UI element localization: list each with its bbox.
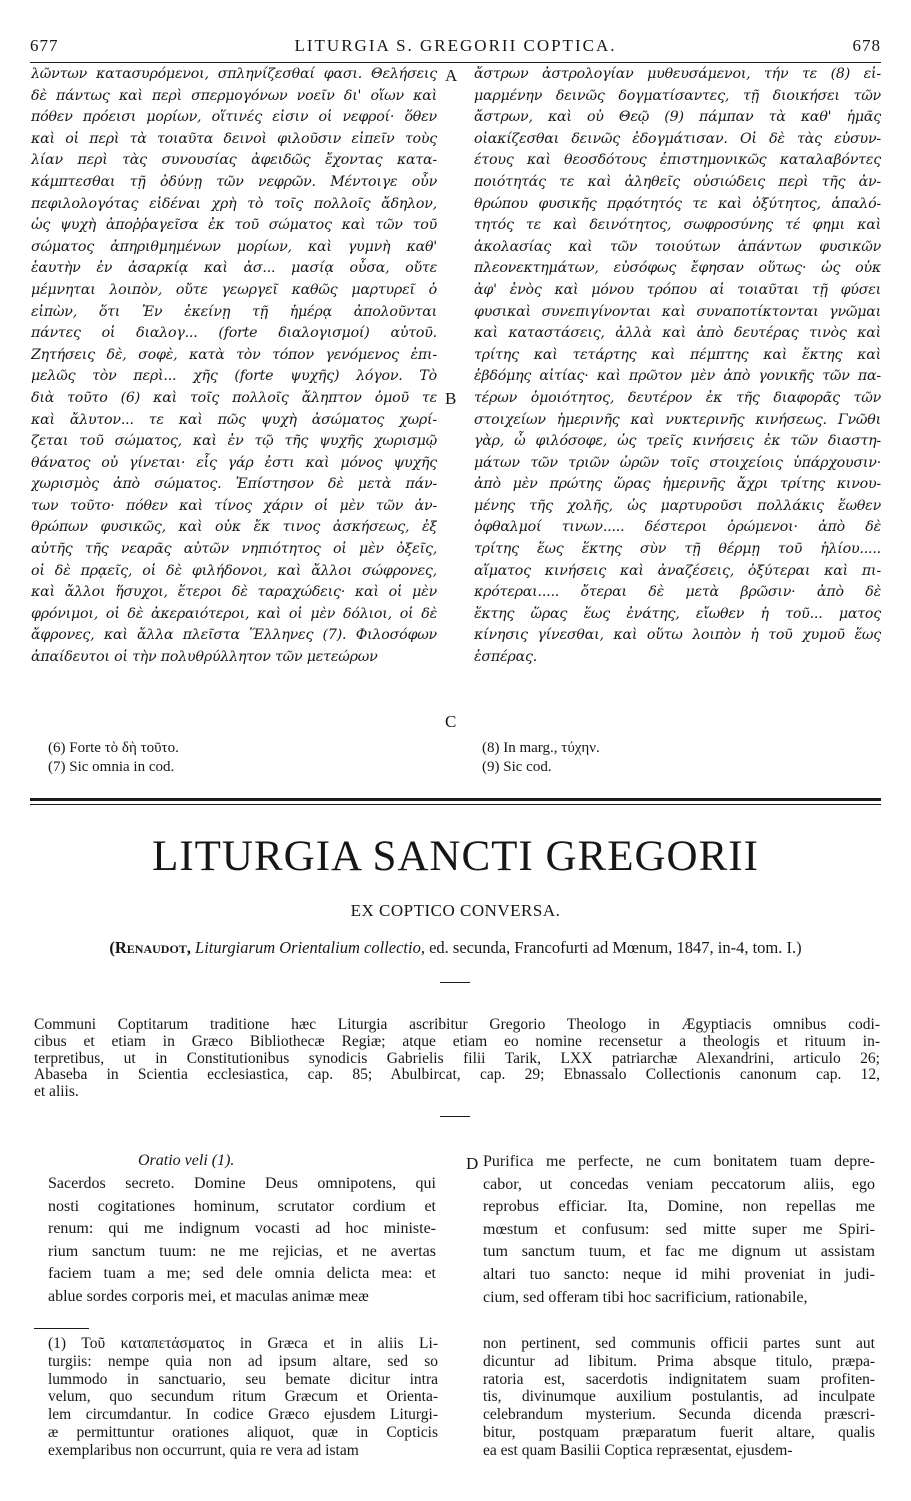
greek-line: έτους καὶ θεοσδότους ἐπιστημονικῶς καταλαβόντες [474,152,881,169]
greek-column-left [31,64,437,669]
footnote-8: (8) In marg., τύχην. [482,740,600,756]
citation-rest: , ed. secunda, Francofurti ad Mœnum, 1847, in-4, tom. I.) [420,938,802,957]
greek-line: ποιότητάς τε καὶ ἀληθεῖς οὐσιώδεις περὶ τῆς ἀν- [474,173,881,190]
latin-line: cabor, ut concedas veniam peccatorum aliis, ego [483,1175,875,1193]
intro-paragraph [34,1017,880,1101]
greek-line: θάνατος οὐ γίνεται· εἷς γάρ ἐστι καὶ μόνος ψυχῆς [31,454,437,471]
section-rule-thin [30,804,881,805]
greek-line: φυσικαὶ συνεπιγίνονται καὶ συναποτίκτονται γνῶμαι [474,303,881,320]
greek-line: καὶ οἱ περὶ τὰ τοιαῦτα δεινοὶ φιλοῦσιν εἰπεῖν τοὺς [31,130,437,147]
greek-line: κρότεραι..... ὄτεραι δὲ μετὰ βρῶσιν· ἀπὸ δὲ [474,584,881,601]
greek-line: μέμνηται λοιπὸν, οὔτε γεωργεῖ καθῶς μαρτυρεῖ ὁ [31,281,437,298]
greek-line: θρώπου φυσικῆς πρᾳότητός τε καὶ ὀξύτητος, ἁπαλό- [474,195,881,212]
greek-line: ὡς ψυχὴ ἀποῤῥαγεῖσα ἐκ τοῦ σώματος καὶ τῶν τοῦ [31,217,437,234]
latin-line: nosti cogitationes hominum, scrutator cordium et [48,1197,436,1215]
greek-line: ἑσπέρας. [474,649,538,666]
margin-marker-d: D [466,1154,479,1173]
section-subtitle: EX COPTICO CONVERSA. [350,901,561,920]
intro-line: Abaseba in Scientia ecclesiastica, cap. 85; Abulbircat, cap. 29; Ebnassalo Collectionis canonum cap. 12, [34,1066,880,1084]
greek-line: μαρμένην δεινῶς δογματίσαντες, τῇ διοικήσει τῶν [474,87,881,104]
greek-line: οἱ δὲ πρᾳεῖς, οἱ δὲ φιλήδονοι, καὶ ἄλλοι σώφρονες, [31,562,437,579]
title-short-rule [440,982,470,983]
greek-line: μένης τῆς χολῆς, ὡς μαρτυροῦσι πολλάκις ἕωθεν [474,497,881,514]
greek-line: εἰπὼν, ὅτι Ἐν ἐκείνῃ τῇ ἡμέρᾳ ἀπολοῦνται [31,303,437,320]
greek-line: καὶ καταστάσεις, ἀλλὰ καὶ ἀπὸ δευτέρας τινὸς καὶ [474,325,881,342]
greek-line: στοιχείων ἡμερινῆς καὶ νυκτερινῆς κινήσεως. Γνῶθι [474,411,881,428]
margin-marker-b: B [445,389,457,408]
latin-line: mœstum et confusum: sed mitte super me Spiri- [483,1220,875,1238]
footnote-1-left [48,1335,438,1460]
intro-short-rule [440,1116,470,1117]
greek-line: χωρισμὸς ἀπὸ σώματος. Ἐπίστησον δὲ μετὰ πάν- [31,476,437,493]
greek-line: τρίτης ἕως ἕκτης σὺν τῇ θέρμῃ τοῦ ἡλίου..... [474,541,881,558]
citation-work: Liturgiarum Orientalium collectio [195,938,421,957]
greek-line: ἑαυτὴν ἐν ἀσαρκίᾳ καὶ ἀσ... μασίᾳ οὖσα, οὔτε [31,260,437,277]
greek-line: αἵματος κινήσεις καὶ ἀναζέσεις, ὀξύτεραι καὶ πι- [474,562,881,579]
footnotes-greek-left [48,739,428,777]
footnote-line: lem circumdantur. In codice Græco ejusdem Liturgi- [48,1406,438,1424]
footnote-line: velum, quo secundum ritum Græcum et Orienta- [48,1388,438,1406]
footnote-line: ea est quam Basilii Coptica repræsentat, ejusdem- [483,1441,793,1459]
citation-author: (Renaudot, [109,938,191,957]
section-rule-thick [30,798,881,801]
greek-line: ἀπαίδευτοι οἱ τὴν πολυθρύλλητον τῶν μετεώρων [31,649,378,666]
source-citation [22,938,889,958]
greek-line: ἀπὸ μὲν πρώτης ὥρας ἡμερινῆς ἄχρι τρίτης κινου- [474,476,881,493]
greek-line: οἰακίζεσθαι δεινῶς ἐδογμάτισαν. Οἱ δὲ τὰς εὐσυν- [474,130,881,147]
greek-line: Ζητήσεις δὲ, σοφὲ, κατὰ τὸν τόπον γενόμενος ἐπι- [31,346,437,363]
greek-line: γὰρ, ὦ φιλόσοφε, ὡς τρεῖς κινήσεις ἐκ τῶν διαστη- [474,433,881,450]
greek-line: πόθεν πρόεισι μορίων, οἵτινές εἰσιν οἱ νεφροί· ὅθεν [31,109,437,126]
footnote-line: lummodo in sanctuario, seu bemate dicitur intra [48,1370,438,1388]
footnote-9: (9) Sic cod. [482,759,552,775]
latin-line: Sacerdos secreto. Domine Deus omnipotens, qui [48,1175,436,1192]
footnote-line: tis, divinumque auxilium postulantis, ad inculpate [483,1388,875,1406]
footnotes-greek-right [482,739,862,777]
footnote-line: celebrandum mysterium. Secunda dicenda præscri- [483,1406,875,1424]
latin-column-left [48,1150,436,1173]
footnote-line: æ permittuntur orationes aliquot, quæ in Copticis [48,1423,438,1441]
footnote-7: (7) Sic omnia in cod. [48,759,175,775]
greek-line: λῶντων κατασυρόμενοι, σπληνίζεσθαί φασι. Θελήσεις [31,66,437,82]
greek-line: ζεται τοῦ σώματος, καὶ ἐν τῷ τῆς ψυχῆς χωρισμῷ [31,433,437,450]
page-number-right: 678 [852,36,881,55]
greek-line: ἑβδόμης αἰτίας· καὶ πρῶτον μὲν ἀπὸ γονικῆς τῶν πα- [474,368,881,385]
intro-line: Communi Coptitarum traditione hæc Liturgia ascribitur Gregorio Theologo in Ægyptiacis omnibus codi- [34,1016,880,1033]
page-number-left: 677 [30,36,59,55]
footnote-line: bitur, postquam præparatum fuerit altare, qualis [483,1423,875,1441]
latin-line: tum sanctum tuum, et fac me dignum ut assistam [483,1243,875,1261]
latin-line: Purifica me perfecte, ne cum bonitatem tuam depre- [483,1153,875,1170]
greek-line: ἀφ' ἑνὸς καὶ μόνου τρόπου αἱ τοιαῦται τῇ φύσει [474,281,881,298]
greek-line: ἕκτης ὥρας ἕως ἐνάτης, εἴωθεν ἡ τοῦ... ματος [474,605,881,622]
latin-text-right [483,1151,875,1309]
greek-line: κάμπτεσθαι τῇ ὀδύνῃ τῶν νεφρῶν. Μέντοιγε οὖν [31,173,437,190]
greek-line: πλεονεκτημάτων, εὐσόφως ἔφησαν οὕτως· ὡς οὐκ [474,260,881,277]
footnote-line: turgiis: nempe quia non ad ipsum altare, sed so [48,1352,438,1370]
greek-line: των τοῦτο· πόθεν καὶ τίνος χάριν οἱ μὲν τῶν ἀν- [31,497,437,514]
intro-line: terpretibus, ut in Constitutionibus synodicis Gabrielis filii Tarik, LXX patriarchæ Alexandrini, articulo 26; [34,1049,880,1067]
latin-line: renum: qui me indignum vocasti ad hoc ministe- [48,1220,436,1238]
greek-line: λίαν περὶ τὰς συνουσίας ἀφειδῶς ἔχοντας κατα- [31,152,437,169]
header-rule [30,62,881,63]
greek-line: καὶ ἄλλοι ἥσυχοι, ἕτεροι δὲ ταραχώδεις· καὶ οἱ μὲν [31,584,437,601]
margin-marker-a: A [445,66,458,85]
latin-line: reprobus efficiar. Ita, Domine, non repellas me [483,1198,875,1216]
footnote-line: (1) Τοῦ καταπετάσματος in Græca et in aliis Li- [48,1335,438,1352]
greek-line: φρόνιμοι, οἱ δὲ ἀκεραιότεροι, καὶ οἱ μὲν δόλιοι, οἱ δὲ [31,605,437,622]
footnote-line: ratoria est, sacerdotis indignitatem suam profiten- [483,1370,875,1388]
section-title: LITURGIA SANCTI GREGORII [152,833,759,880]
footnote-rule [34,1328,89,1329]
latin-text-left [48,1173,436,1309]
greek-line: τητός τε καὶ δεινότητος, σωφροσύνης τέ φημι καὶ [474,217,881,234]
greek-line: θρώπων φυσικῶς, καὶ οὐκ ἔκ τινος ἀσκήσεως, ἐξ [31,519,437,536]
footnote-line: dicuntur ad libitum. Prima absque titulo, præpa- [483,1352,875,1370]
greek-line: τρίτης καὶ τετάρτης καὶ πέμπτης καὶ ἕκτης καὶ [474,346,881,363]
intro-line: et aliis. [34,1083,79,1101]
greek-line: αὐτῆς τῆς νεαρᾶς αὐτῶν νηπιότητος οἱ μὲν ὀξεῖς, [31,541,437,558]
greek-column-right [474,64,881,669]
greek-line: καὶ ἄλυτον... τε καὶ πῶς ψυχὴ ἀσώματος χωρί- [31,411,437,428]
footnote-6: (6) Forte τὸ δὴ τοῦτο. [48,740,179,756]
greek-line: ἄστρων ἀστρολογίαν μυθευσάμενοι, τήν τε (8) εἱ- [474,66,881,82]
footnote-line: exemplaribus non occurrunt, quia re vera ad istam [48,1441,359,1459]
latin-line: rium sanctum tuum: ne me rejicias, et ne avertas [48,1242,436,1260]
intro-line: cibus et etiam in Græco Bibliothecæ Regiæ; atque etiam eo nomine recensetur a theologis et rituum in- [34,1032,880,1050]
greek-line: ἀκολασίας καὶ τῶν τοιούτων ἁπάντων φυσικῶν [474,238,881,255]
greek-line: ὀφθαλμοί τινων..... δέστεροι ὁρώμενοι· ἀπὸ δὲ [474,519,881,536]
greek-line: δὲ πάντως καὶ περὶ σπερμογόνων νοεῖν δι' οἵων καὶ [31,87,437,104]
greek-line: ἄστρων, καὶ οὐ Θεῷ (9) πάμπαν τὰ καθ' ἡμᾶς [474,109,881,126]
latin-line: altari tuo sancto: neque id mihi proveniat in judi- [483,1265,875,1283]
greek-line: μελῶς τὸν περὶ... χῆς (forte ψυχῆς) λόγον. Τὸ [31,368,437,385]
prayer-heading: Oratio veli (1). [138,1152,235,1169]
latin-line: cium, sed offeram tibi hoc sacrificium, rationabile, [483,1288,808,1306]
greek-line: διὰ τοῦτο (6) καὶ τοῖς πολλοῖς ἄληπτον ὁμοῦ τε [31,389,437,406]
footnote-1-right [483,1335,875,1460]
margin-marker-c: C [445,712,457,731]
greek-line: σώματος ἀπηριθμημένων μορίων, καὶ γυμνὴ καθ' [31,238,437,255]
greek-line: πάντες οἱ διαλογ... (forte διαλογισμοί) αὐτοῦ. [31,325,437,342]
greek-line: πεφιλολογότας εἰδέναι χρὴ τὸ τοῖς πολλοῖς ἄδηλον, [31,195,437,212]
greek-line: τέρων ὁμοιότητος, δευτέρον ἐκ τῆς διαφορᾶς τῶν [474,389,881,406]
footnote-line: non pertinent, sed communis officii partes sunt aut [483,1335,875,1352]
greek-line: ἄφρονες, καὶ ἄλλα πλεῖστα Ἕλληνες (7). Φιλοσόφων [31,627,437,644]
latin-line: ablue sordes corporis mei, et maculas animæ meæ [48,1287,369,1305]
greek-line: κίνησις γίνεσθαι, καὶ οὕτω λοιπὸν ἡ τοῦ χυμοῦ ἕως [474,627,881,644]
greek-line: μάτων τῶν τριῶν ὡρῶν τοῖς στοιχείοις ὑπάρχουσιν· [474,454,881,471]
latin-line: faciem tuam a me; sed dele omnia delicta mea: et [48,1265,436,1283]
running-title: LITURGIA S. GREGORII COPTICA. [294,36,617,55]
